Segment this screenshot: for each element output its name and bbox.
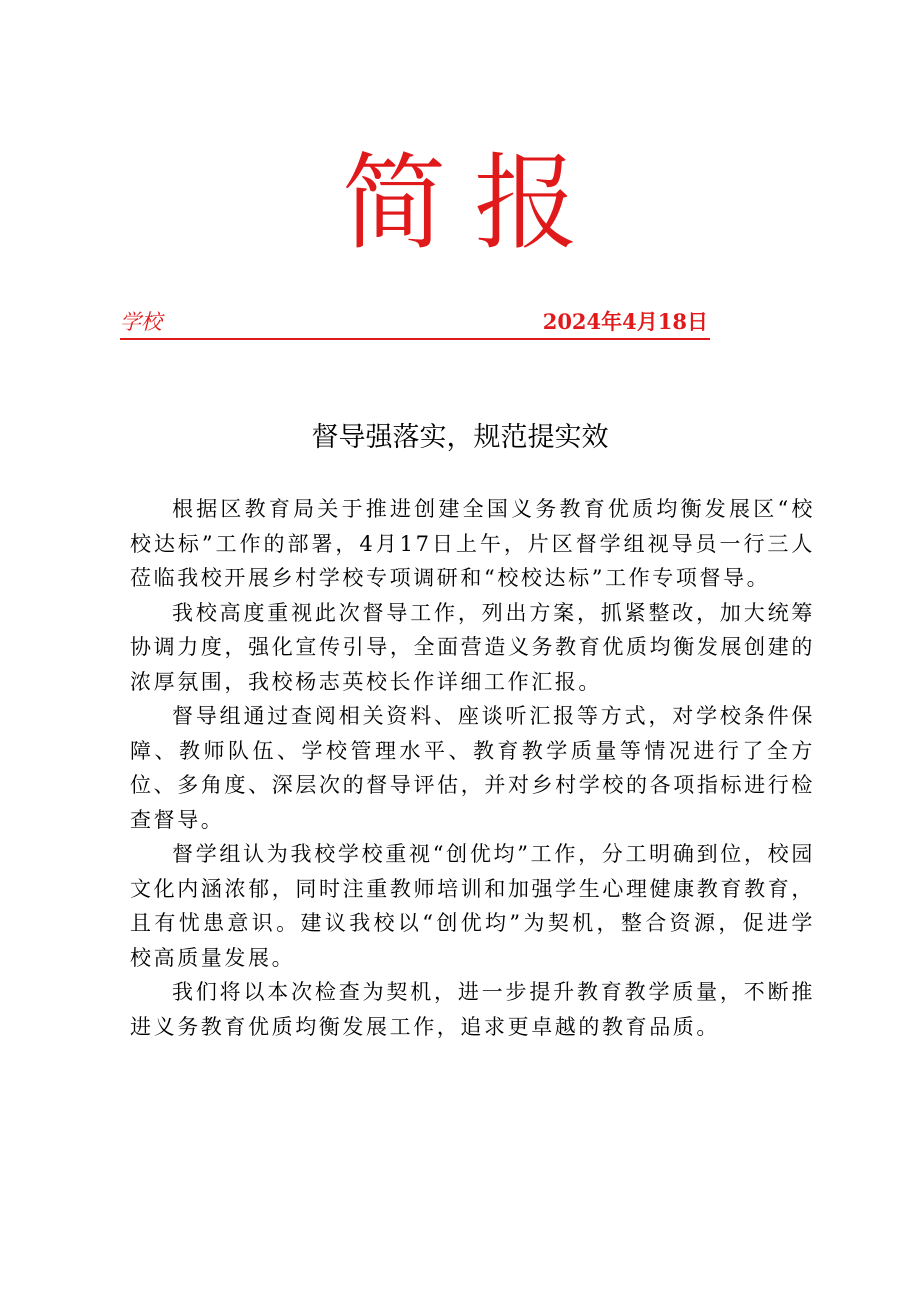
- paragraph: 根据区教育局关于推进创建全国义务教育优质均衡发展区“校校达标”工作的部署，4月17日上午，片区督学组视导员一行三人莅临我校开展乡村学校专项调研和“校校达标”工作专项督导。: [130, 497, 815, 590]
- article-body: [130, 492, 815, 1044]
- article-title: 督导强落实，规范提实效: [311, 422, 609, 453]
- paragraph: 我们将以本次检查为契机，进一步提升教育教学质量，不断推进义务教育优质均衡发展工作，追求更卓越的教育品质。: [130, 980, 815, 1039]
- issue-date: 2024年4月18日: [542, 309, 708, 334]
- school-name: 学校: [120, 310, 162, 334]
- paragraph: 督学组认为我校学校重视“创优均”工作，分工明确到位，校园文化内涵浓郁，同时注重教师培训和加强学生心理健康教育教育，且有忧患意识。建议我校以“创优均”为契机，整合资源，促进学校高质量发展。: [130, 842, 815, 970]
- paragraph: 督导组通过查阅相关资料、座谈听汇报等方式，对学校条件保障、教师队伍、学校管理水平、教育教学质量等情况进行了全方位、多角度、深层次的督导评估，并对乡村学校的各项指标进行检查督导。: [130, 704, 815, 832]
- header-info-bar: [120, 306, 710, 340]
- paragraph: 我校高度重视此次督导工作，列出方案，抓紧整改，加大统筹协调力度，强化宣传引导，全面营造义务教育优质均衡发展创建的浓厚氛围，我校杨志英校长作详细工作汇报。: [130, 600, 815, 694]
- masthead-title: 简报: [341, 142, 606, 264]
